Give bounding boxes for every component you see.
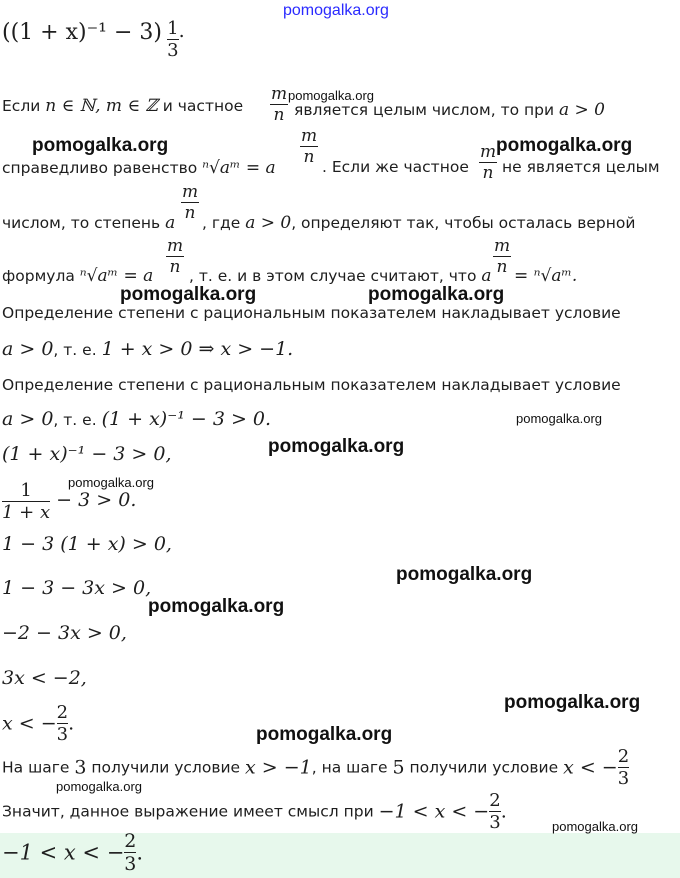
watermark: pomogalka.org bbox=[32, 135, 169, 156]
math-root-eq: ⁿ√aᵐ = a bbox=[79, 266, 154, 286]
answer-fraction: $\frac{2}{3}$ bbox=[124, 830, 137, 875]
formula-expression: ((1 + x)⁻¹ − 3) bbox=[2, 20, 163, 45]
math-root: = ⁿ√aᵐ. bbox=[514, 266, 578, 286]
text: получили условие bbox=[404, 758, 564, 777]
summary-fraction-2: $\frac{2}{3}$ bbox=[489, 790, 501, 833]
formula-exponent: $\frac{1}{3}$ bbox=[167, 18, 179, 61]
text: не является целым bbox=[502, 158, 660, 176]
math: x < − bbox=[563, 756, 618, 779]
watermark: pomogalka.org bbox=[504, 692, 641, 713]
math: 5 bbox=[392, 756, 405, 779]
cond2-line bbox=[2, 408, 271, 430]
math: x > −1 bbox=[245, 756, 312, 779]
math-a: a bbox=[165, 213, 176, 233]
math-a-gt-0: a > 0 bbox=[245, 213, 292, 233]
text: справедливо равенство bbox=[2, 159, 203, 177]
math: − 3 > 0. bbox=[50, 489, 137, 511]
answer-line bbox=[2, 830, 143, 875]
text: Значит, данное выражение имеет смысл при bbox=[2, 802, 379, 821]
text: получили условие bbox=[86, 758, 245, 777]
para-line-3b bbox=[202, 213, 635, 233]
watermark: pomogalka.org bbox=[496, 135, 633, 156]
watermark: pomogalka.org bbox=[256, 724, 393, 745]
cond1-text: Определение степени с рациональным показателем накладывает условие bbox=[2, 304, 621, 322]
para-line-2 bbox=[2, 158, 276, 178]
para-line-3 bbox=[2, 213, 175, 233]
formula-end: . bbox=[178, 20, 185, 42]
fraction-m-n-2: $\frac{m}{n}$ bbox=[479, 142, 497, 183]
watermark: pomogalka.org bbox=[396, 564, 533, 585]
formula-line bbox=[2, 20, 185, 61]
text: Если bbox=[2, 97, 46, 115]
text: , т. е. и в этом случае считают, что bbox=[189, 267, 482, 285]
watermark: pomogalka.org bbox=[120, 284, 257, 305]
para-line-4 bbox=[2, 266, 153, 286]
watermark-small: pomogalka.org bbox=[68, 475, 154, 490]
step-7 bbox=[2, 702, 74, 745]
watermark: pomogalka.org bbox=[268, 436, 405, 457]
watermark-small: pomogalka.org bbox=[552, 819, 638, 834]
fraction-m-n-3: $\frac{m}{n}$ bbox=[181, 182, 199, 223]
text: , т. е. bbox=[53, 411, 102, 429]
math: 1 + x > 0 ⇒ x > −1. bbox=[101, 338, 294, 360]
math: . bbox=[68, 712, 75, 735]
text: , где bbox=[202, 214, 246, 232]
text: . Если же частное bbox=[322, 158, 469, 176]
text: является целым числом, то при bbox=[294, 101, 559, 119]
text: и частное bbox=[157, 97, 244, 115]
text: , т. е. bbox=[53, 341, 102, 359]
step-2-fraction: $\frac{1}{1 + x}$ bbox=[2, 480, 51, 523]
fraction-m-n-5: $\frac{m}{n}$ bbox=[493, 236, 511, 277]
step-5: −2 − 3x > 0, bbox=[2, 622, 127, 644]
math-a-gt-0: a > 0 bbox=[558, 100, 605, 120]
watermark-small: pomogalka.org bbox=[288, 88, 374, 103]
step-6: 3x < −2, bbox=[2, 667, 87, 689]
step-4: 1 − 3 − 3x > 0, bbox=[2, 577, 152, 599]
summary-fraction: $\frac{2}{3}$ bbox=[617, 746, 630, 789]
math-root-eq: ⁿ√aᵐ = a bbox=[202, 158, 276, 178]
cond1-line bbox=[2, 338, 293, 360]
math: x < − bbox=[2, 712, 57, 735]
step-1: (1 + x)⁻¹ − 3 > 0, bbox=[2, 443, 172, 465]
para-line-1b bbox=[294, 100, 605, 120]
math: a > 0 bbox=[2, 408, 54, 430]
watermark-top-link[interactable]: pomogalka.org bbox=[283, 2, 389, 19]
watermark: pomogalka.org bbox=[148, 596, 285, 617]
math: −1 < x < − bbox=[378, 800, 490, 823]
text: формула bbox=[2, 267, 80, 285]
watermark-small: pomogalka.org bbox=[56, 779, 142, 794]
fraction-m-n-exp: $\frac{m}{n}$ bbox=[300, 126, 318, 167]
math-sets: n ∈ ℕ, m ∈ ℤ bbox=[45, 96, 158, 116]
fraction-m-n-4: $\frac{m}{n}$ bbox=[166, 236, 184, 277]
fraction-m-n: $\frac{m}{n}$ bbox=[270, 84, 288, 125]
cond2-text: Определение степени с рациональным показателем накладывает условие bbox=[2, 376, 621, 394]
math: . bbox=[500, 800, 507, 823]
summary-line-2 bbox=[2, 790, 507, 833]
para-line-2b bbox=[322, 158, 469, 176]
para-line-1 bbox=[2, 96, 243, 116]
text: , на шаге bbox=[311, 758, 393, 777]
watermark: pomogalka.org bbox=[368, 284, 505, 305]
text: , определяют так, чтобы осталась верной bbox=[291, 214, 636, 232]
para-line-2c bbox=[502, 158, 660, 176]
math: a > 0 bbox=[2, 338, 54, 360]
step-7-fraction: $\frac{2}{3}$ bbox=[56, 702, 69, 745]
math-a: a bbox=[481, 266, 492, 286]
answer-expression: −1 < x < − bbox=[2, 840, 125, 865]
para-line-4b bbox=[189, 266, 492, 286]
answer-end: . bbox=[136, 840, 144, 865]
math: (1 + x)⁻¹ − 3 > 0. bbox=[101, 408, 272, 430]
text: числом, то степень bbox=[2, 214, 166, 232]
para-line-4c bbox=[514, 266, 577, 286]
text: На шаге bbox=[2, 758, 75, 777]
step-3: 1 − 3 (1 + x) > 0, bbox=[2, 533, 172, 555]
watermark-small: pomogalka.org bbox=[516, 411, 602, 426]
math: 3 bbox=[74, 756, 87, 779]
